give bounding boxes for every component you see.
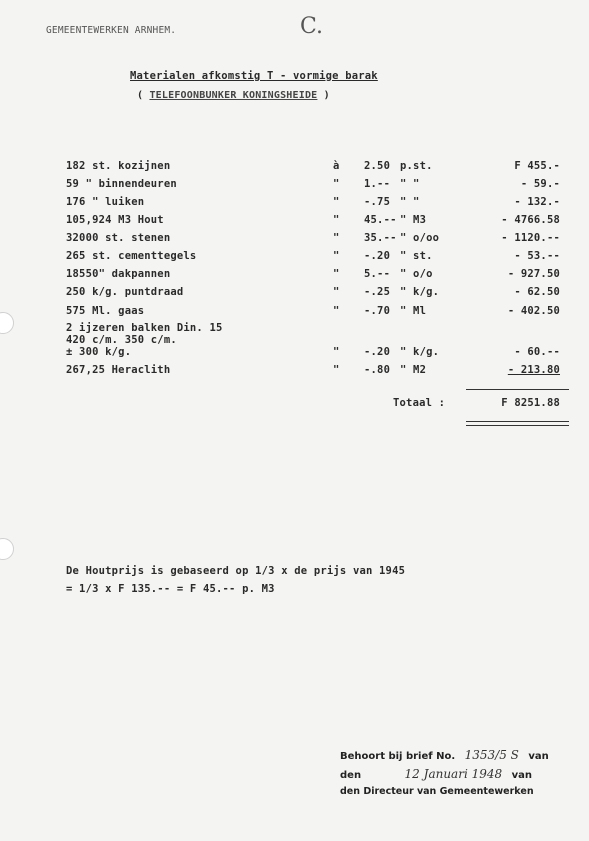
letter-date: 12 Januari 1948 bbox=[404, 767, 503, 781]
item-amount: - 213.80 bbox=[507, 364, 560, 376]
item-description: 18550" dakpannen bbox=[66, 268, 171, 280]
item-unit: " o/o bbox=[400, 268, 433, 280]
item-row bbox=[0, 250, 589, 264]
item-unit-price: -.20 bbox=[364, 250, 391, 262]
item-at-symbol: " bbox=[333, 305, 340, 317]
org-header: GEMEENTEWERKEN ARNHEM. bbox=[46, 25, 177, 36]
item-row bbox=[0, 346, 589, 360]
item-description: ± 300 k/g. bbox=[66, 346, 132, 358]
item-description: 105,924 M3 Hout bbox=[66, 214, 164, 226]
item-unit: " " bbox=[400, 196, 420, 208]
item-unit: " k/g. bbox=[400, 286, 440, 298]
item-at-symbol: à bbox=[333, 160, 340, 172]
item-at-symbol: " bbox=[333, 346, 340, 358]
item-at-symbol: " bbox=[333, 250, 340, 262]
item-unit-price: -.20 bbox=[364, 346, 391, 358]
item-description-line: 420 c/m. 350 c/m. bbox=[66, 334, 177, 346]
item-unit-price: 1.-- bbox=[364, 178, 391, 190]
item-unit: " M2 bbox=[400, 364, 427, 376]
item-at-symbol: " bbox=[333, 232, 340, 244]
item-description-line: 2 ijzeren balken Din. 15 bbox=[66, 322, 223, 334]
item-unit-price: 5.-- bbox=[364, 268, 391, 280]
note-line: De Houtprijs is gebaseerd op 1/3 x de prijs van 1945 bbox=[66, 565, 406, 577]
item-description: 176 " luiken bbox=[66, 196, 145, 208]
item-amount: - 59.- bbox=[520, 178, 560, 190]
item-unit: " st. bbox=[400, 250, 433, 262]
item-unit-price: -.70 bbox=[364, 305, 391, 317]
item-row bbox=[0, 268, 589, 282]
item-amount: - 1120.-- bbox=[501, 232, 560, 244]
item-unit-price: 2.50 bbox=[364, 160, 391, 172]
stamp-suffix: van bbox=[528, 751, 549, 762]
item-amount: - 60.-- bbox=[514, 346, 560, 358]
document-title: Materialen afkomstig T - vormige barak bbox=[130, 70, 378, 82]
item-unit-price: -.75 bbox=[364, 196, 391, 208]
item-amount: - 402.50 bbox=[507, 305, 560, 317]
item-amount: F 455.- bbox=[514, 160, 560, 172]
item-unit: " o/oo bbox=[400, 232, 440, 244]
item-amount: - 62.50 bbox=[514, 286, 560, 298]
item-at-symbol: " bbox=[333, 178, 340, 190]
item-row bbox=[0, 160, 589, 174]
item-description: 182 st. kozijnen bbox=[66, 160, 171, 172]
item-row bbox=[0, 286, 589, 300]
stamp-suffix: van bbox=[511, 770, 533, 781]
item-unit-price: -.80 bbox=[364, 364, 391, 376]
stamp-label: Behoort bij brief No. bbox=[340, 751, 456, 762]
item-at-symbol: " bbox=[333, 364, 340, 376]
item-unit: " Ml bbox=[400, 305, 427, 317]
item-description: 59 " binnendeuren bbox=[66, 178, 177, 190]
item-unit: " k/g. bbox=[400, 346, 440, 358]
item-at-symbol: " bbox=[333, 268, 340, 280]
item-at-symbol: " bbox=[333, 196, 340, 208]
total-amount: F 8251.88 bbox=[501, 397, 560, 409]
item-unit: " " bbox=[400, 178, 420, 190]
item-amount: - 4766.58 bbox=[501, 214, 560, 226]
stamp-label: den bbox=[340, 770, 362, 781]
punch-hole bbox=[0, 538, 14, 560]
item-amount: - 927.50 bbox=[507, 268, 560, 280]
item-unit-price: -.25 bbox=[364, 286, 391, 298]
item-description: 575 Ml. gaas bbox=[66, 305, 145, 317]
item-row bbox=[0, 214, 589, 228]
item-unit: " M3 bbox=[400, 214, 427, 226]
item-at-symbol: " bbox=[333, 286, 340, 298]
item-row bbox=[0, 364, 589, 378]
item-amount: - 132.- bbox=[514, 196, 560, 208]
item-description: 265 st. cementtegels bbox=[66, 250, 197, 262]
subtotal-rule bbox=[466, 389, 569, 390]
pencil-mark: C. bbox=[300, 14, 324, 39]
item-amount: - 53.-- bbox=[514, 250, 560, 262]
item-row bbox=[0, 178, 589, 192]
item-unit-price: 45.-- bbox=[364, 214, 397, 226]
total-double-rule bbox=[466, 421, 569, 422]
registration-stamp bbox=[340, 748, 565, 808]
item-description: 267,25 Heraclith bbox=[66, 364, 171, 376]
item-unit-price: 35.-- bbox=[364, 232, 397, 244]
total-double-rule bbox=[466, 425, 569, 426]
item-description: 32000 st. stenen bbox=[66, 232, 171, 244]
item-row bbox=[0, 196, 589, 210]
note-line: = 1/3 x F 135.-- = F 45.-- p. M3 bbox=[66, 583, 275, 595]
document-subtitle: ( TELEFOONBUNKER KONINGSHEIDE ) bbox=[137, 90, 330, 101]
total-label: Totaal : bbox=[393, 397, 446, 409]
letter-number: 1353/5 S bbox=[464, 748, 519, 762]
item-row bbox=[0, 305, 589, 319]
stamp-sender: den Directeur van Gemeentewerken bbox=[340, 786, 534, 797]
item-row bbox=[0, 232, 589, 246]
item-at-symbol: " bbox=[333, 214, 340, 226]
item-unit: p.st. bbox=[400, 160, 433, 172]
item-description: 250 k/g. puntdraad bbox=[66, 286, 184, 298]
